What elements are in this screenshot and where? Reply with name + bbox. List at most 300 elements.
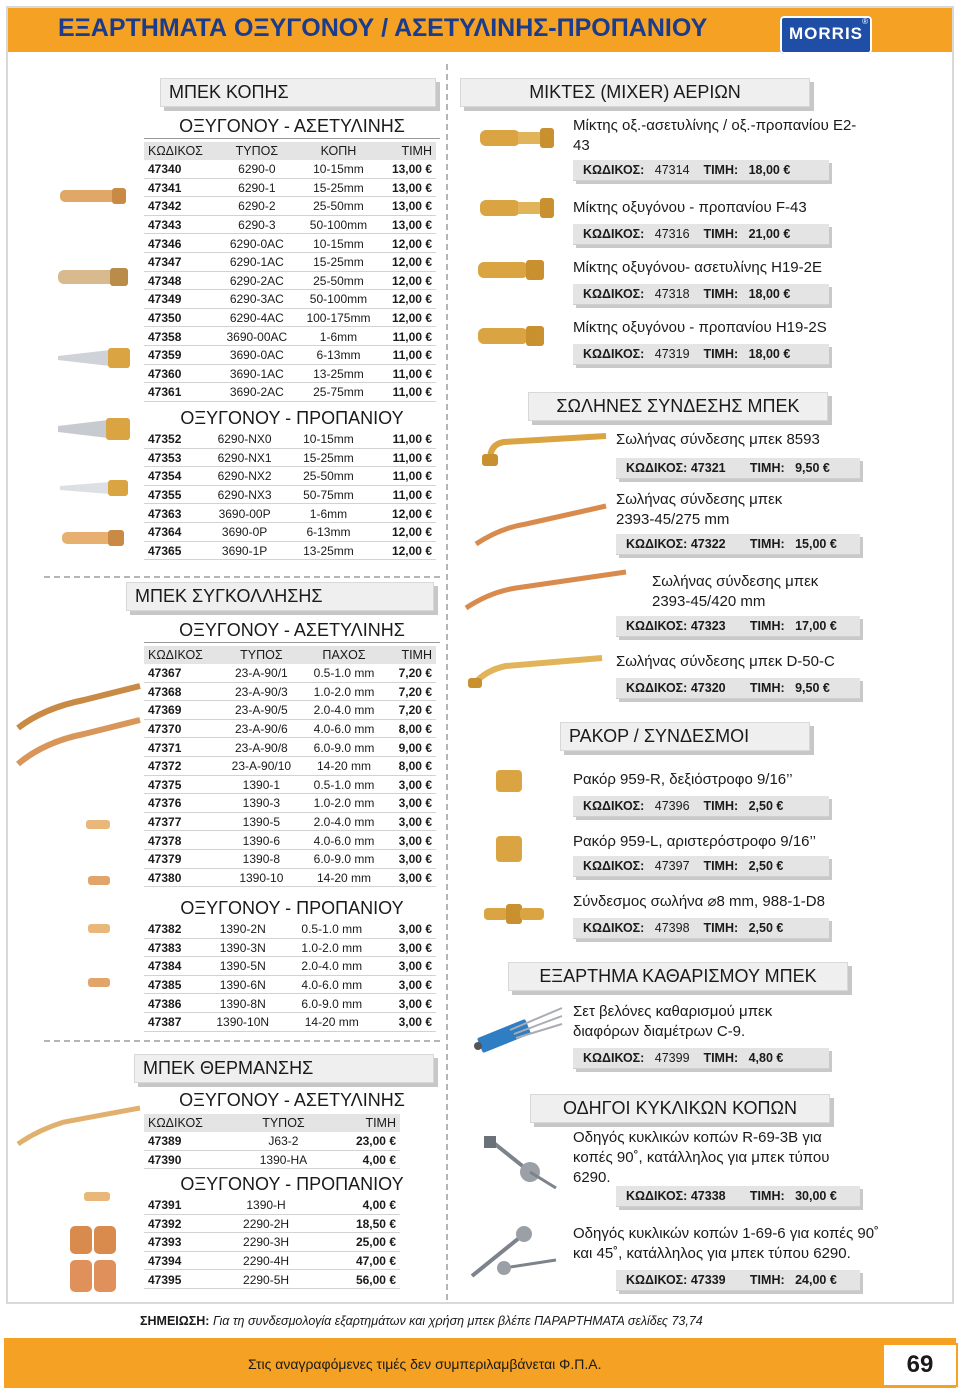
table-row [144, 776, 436, 795]
mixer-4-name: Μίκτης οξυγόνου - προπανίου H19-2S [573, 319, 827, 336]
cell-spec: 50-100mm [309, 218, 368, 233]
cell-code: 47377 [148, 815, 182, 830]
mixer-3-price: 18,00 € [748, 287, 791, 301]
guide-2-price: 24,00 € [795, 1273, 837, 1287]
cell-type: 6290-1AC [229, 255, 284, 270]
cell-price: 12,00 € [391, 543, 432, 558]
table-row [144, 1151, 400, 1170]
cell-spec: 0.5-1.0 mm [313, 666, 375, 681]
cell-code: 47342 [148, 199, 182, 214]
cell-code: 47376 [148, 796, 182, 811]
cell-code: 47371 [148, 740, 182, 755]
heating-propane-table [144, 1196, 400, 1289]
cell-price: 8,00 € [398, 722, 432, 737]
cell-price: 25,00 € [355, 1235, 396, 1250]
table-row [144, 869, 436, 888]
vat-notice: Στις αναγραφόμενες τιμές δεν συμπεριλαμβάνεται Φ.Π.Α. [248, 1356, 602, 1372]
cell-price: 12,00 € [391, 506, 432, 521]
tube-3-name: Σωλήνας σύνδεσης μπεκ 2393-45/420 mm [652, 573, 819, 610]
table-row [144, 272, 436, 291]
table-row [144, 234, 436, 253]
table-row [144, 197, 436, 216]
cell-price: 13,00 € [391, 199, 432, 214]
tubes-section-title: ΣΩΛΗΝΕΣ ΣΥΝΔΕΣΗΣ ΜΠΕΚ [528, 392, 828, 421]
mixer-2-code-box: ΚΩΔΙΚΟΣ: 47316 ΤΙΜΗ: 21,00 € [573, 224, 829, 245]
cell-type: 6290-1 [238, 180, 276, 195]
mixer-image-1 [470, 120, 560, 160]
cell-code: 47380 [148, 870, 182, 885]
cell-type: J63-2 [268, 1134, 299, 1149]
cleaning-1-code: 47399 [654, 1051, 690, 1065]
cell-spec: 6.0-9.0 mm [301, 996, 363, 1011]
guide-2-name: Οδηγός κυκλικών κοπών 1-69-6 για κοπές 90˚ και 45˚, κατάλληλος για μπεκ τύπου 6290. [573, 1225, 880, 1262]
table-row [144, 449, 436, 468]
cell-type: 6290-NX3 [217, 488, 272, 503]
cell-code: 47392 [148, 1216, 182, 1231]
table-row [144, 976, 436, 995]
cutting-oxy-acet-title: ΟΞΥΓΟΝΟΥ - ΑΣΕΤΥΛΙΝΗΣ [179, 116, 405, 136]
table-row [144, 720, 436, 739]
welding-propane-table [144, 920, 436, 1032]
cell-code: 47387 [148, 1015, 182, 1030]
table-row [144, 160, 436, 179]
welding-nozzle-3 [88, 924, 110, 933]
fittings-section-title: ΡΑΚΟΡ / ΣΥΝΔΕΣΜΟΙ [560, 722, 810, 751]
cell-spec: 1.0-2.0 mm [313, 796, 375, 811]
cell-code: 47348 [148, 273, 182, 288]
table-row [144, 290, 436, 309]
cell-spec: 15-25mm [313, 180, 364, 195]
cell-code: 47368 [148, 684, 182, 699]
cell-price: 8,00 € [398, 759, 432, 774]
cell-price: 3,00 € [398, 852, 432, 867]
cell-spec: 1-6mm [319, 329, 358, 344]
tube-3-code: 47323 [690, 619, 726, 633]
cell-code: 47349 [148, 292, 182, 307]
cell-code: 47378 [148, 833, 182, 848]
cell-code: 47360 [148, 366, 182, 381]
table-row [144, 1270, 400, 1289]
cell-type: 1390-2N [219, 922, 266, 937]
cell-spec: 10-15mm [313, 236, 364, 251]
cell-code: 47365 [148, 543, 182, 558]
column-divider [446, 64, 448, 1300]
cell-type: 1390-10N [216, 1015, 270, 1030]
mixer-3-name: Μίκτης οξυγόνου- ασετυλίνης H19-2E [573, 259, 822, 276]
table-row [144, 523, 436, 542]
logo-text: MORRIS [789, 24, 863, 43]
heating-oxy-prop-title: ΟΞΥΓΟΝΟΥ - ΠΡΟΠΑΝΙΟΥ [180, 1174, 404, 1194]
cell-price: 12,00 € [391, 236, 432, 251]
cell-price: 11,00 € [392, 348, 432, 363]
cell-code: 47382 [148, 922, 182, 937]
mixer-3-code-box: ΚΩΔΙΚΟΣ: 47318 ΤΙΜΗ: 18,00 € [573, 284, 829, 305]
cleaning-1-price: 4,80 € [748, 1051, 784, 1065]
table-row [144, 309, 436, 328]
cleaning-section-title: ΕΞΑΡΤΗΜΑ ΚΑΘΑΡΙΣΜΟΥ ΜΠΕΚ [508, 962, 848, 991]
welding-section-title: ΜΠΕΚ ΣΥΓΚΟΛΛΗΣΗΣ [126, 582, 434, 611]
guide-1-price: 30,00 € [795, 1189, 837, 1203]
cell-price: 12,00 € [391, 273, 432, 288]
cutting-tip-4 [58, 418, 130, 440]
cell-spec: 4.0-6.0 mm [313, 833, 375, 848]
cell-spec: 2.0-4.0 mm [301, 959, 363, 974]
cell-code: 47343 [148, 218, 182, 233]
cell-price: 11,00 € [392, 450, 432, 465]
cell-spec: 6.0-9.0 mm [313, 740, 375, 755]
tube-2-name: Σωλήνας σύνδεσης μπεκ 2393-45/275 mm [616, 491, 783, 528]
cell-code: 47384 [148, 959, 182, 974]
cutting-section-title: ΜΠΕΚ ΚΟΠΗΣ [160, 78, 436, 107]
col-thickness: ΠΑΧΟΣ [302, 646, 385, 664]
tube-2-code: 47322 [690, 537, 726, 551]
cell-type: 3690-1P [221, 543, 268, 558]
mixer-image-3 [470, 250, 560, 290]
cell-type: 3690-1AC [229, 366, 284, 381]
cell-type: 6290-NX0 [217, 432, 272, 447]
cell-price: 3,00 € [398, 978, 432, 993]
table-row [144, 486, 436, 505]
cell-code: 47352 [148, 432, 182, 447]
cell-type: 3690-0P [221, 525, 268, 540]
table-row [144, 430, 436, 449]
cell-type: 6290-4AC [229, 311, 284, 326]
mixer-1-code: 47314 [654, 163, 690, 177]
cell-type: 6290-0AC [229, 236, 284, 251]
cell-spec: 15-25mm [303, 450, 354, 465]
cell-type: 1390-8 [242, 852, 281, 867]
cell-code: 47358 [148, 329, 182, 344]
cell-type: 6290-3AC [229, 292, 284, 307]
mixers-section-title: ΜΙΚΤΕΣ (MIXER) ΑΕΡΙΩΝ [460, 78, 810, 107]
heating-table [144, 1114, 400, 1169]
table-row [144, 467, 436, 486]
cell-type: 1390-HA [259, 1152, 308, 1167]
cell-price: 13,00 € [391, 218, 432, 233]
table-row [144, 1132, 400, 1151]
table-row [144, 957, 436, 976]
cell-type: 2290-2H [243, 1216, 290, 1231]
cell-code: 47354 [148, 469, 182, 484]
table-row [144, 1196, 400, 1215]
cell-code: 47370 [148, 722, 182, 737]
table-row [144, 1013, 436, 1032]
cell-spec: 4.0-6.0 mm [301, 978, 363, 993]
cell-price: 11,00 € [392, 329, 432, 344]
cell-type: 23-A-90/10 [231, 759, 292, 774]
fitting-2-code: 47397 [654, 859, 690, 873]
cell-code: 47361 [148, 385, 182, 400]
mixer-2-name: Μίκτης οξυγόνου - προπανίου F-43 [573, 199, 807, 216]
cell-type: 23-A-90/1 [235, 666, 288, 681]
table-row [144, 831, 436, 850]
cell-spec: 13-25mm [313, 366, 364, 381]
guide-2-code-box: ΚΩΔΙΚΟΣ: 47339 ΤΙΜΗ: 24,00 € [616, 1270, 860, 1291]
cell-type: 1390-8N [219, 996, 266, 1011]
cell-spec: 0.5-1.0 mm [301, 922, 363, 937]
cell-price: 11,00 € [392, 469, 432, 484]
cutting-tip-2 [58, 268, 128, 286]
table-row [144, 383, 436, 402]
cell-type: 6290-2 [238, 199, 276, 214]
table-row [144, 701, 436, 720]
cell-spec: 2.0-4.0 mm [313, 703, 375, 718]
cell-price: 9,00 € [398, 740, 432, 755]
cell-spec: 1.0-2.0 mm [313, 684, 375, 699]
cell-price: 3,00 € [398, 959, 432, 974]
cutting-table-header [144, 142, 436, 160]
cell-type: 1390-3N [219, 940, 266, 955]
cell-price: 13,00 € [391, 162, 432, 177]
guide-2-code: 47339 [690, 1273, 726, 1287]
col-price: ΤΙΜΗ [386, 646, 436, 664]
cell-price: 4,00 € [362, 1152, 396, 1167]
welding-oxy-prop-title: ΟΞΥΓΟΝΟΥ - ΠΡΟΠΑΝΙΟΥ [180, 898, 404, 918]
cell-price: 13,00 € [391, 180, 432, 195]
cell-price: 11,00 € [392, 432, 432, 447]
cell-type: 3690-00AC [226, 329, 288, 344]
welding-tube-2 [18, 720, 140, 764]
mixer-image-2 [470, 188, 560, 228]
page-title: ΕΞΑΡΤΗΜΑΤΑ ΟΞΥΓΟΝΟΥ / ΑΣΕΤΥΛΙΝΗΣ-ΠΡΟΠΑΝΙΟΥ [58, 14, 708, 42]
cell-type: 1390-5N [219, 959, 266, 974]
cell-spec: 6.0-9.0 mm [313, 852, 375, 867]
cutting-table [144, 142, 436, 402]
fitting-1-price: 2,50 € [748, 799, 784, 813]
table-row [144, 365, 436, 384]
cell-type: 23-A-90/3 [235, 684, 288, 699]
cell-price: 3,00 € [398, 940, 432, 955]
cell-spec: 6-13mm [316, 348, 361, 363]
cell-type: 23-A-90/6 [235, 722, 288, 737]
mixer-1-code-box: ΚΩΔΙΚΟΣ: 47314 ΤΙΜΗ: 18,00 € [573, 160, 829, 181]
fitting-1-code: 47396 [654, 799, 690, 813]
fitting-3-name: Σύνδεσμος σωλήνα ⌀8 mm, 988-1-D8 [573, 893, 825, 910]
cell-spec: 25-50mm [303, 469, 354, 484]
cell-type: 2290-5H [243, 1272, 290, 1287]
fitting-1-code-box: ΚΩΔΙΚΟΣ: 47396 ΤΙΜΗ: 2,50 € [573, 796, 829, 817]
cell-spec: 1-6mm [309, 506, 348, 521]
tube-1-code-box: ΚΩΔΙΚΟΣ: 47321 ΤΙΜΗ: 9,50 € [616, 458, 860, 479]
tube-4-name: Σωλήνας σύνδεσης μπεκ D-50-C [616, 653, 835, 670]
cell-price: 47,00 € [355, 1254, 396, 1269]
cutting-tip-3 [58, 348, 130, 368]
page-footer [4, 1338, 956, 1388]
cell-spec: 100-175mm [306, 311, 371, 326]
table-row [144, 1252, 400, 1271]
cell-code: 47350 [148, 311, 182, 326]
cell-spec: 13-25mm [303, 543, 354, 558]
heating-nozzle-2 [70, 1226, 116, 1254]
divider [44, 1040, 440, 1042]
heating-nozzle-3 [70, 1260, 116, 1292]
cell-price: 11,00 € [392, 385, 432, 400]
welding-oxy-acet-title: ΟΞΥΓΟΝΟΥ - ΑΣΕΤΥΛΙΝΗΣ [179, 620, 405, 640]
cell-code: 47341 [148, 180, 182, 195]
cell-code: 47340 [148, 162, 182, 177]
col-type: ΤΥΠΟΣ [220, 646, 302, 664]
table-row [144, 1233, 400, 1252]
cell-price: 3,00 € [398, 796, 432, 811]
cell-price: 12,00 € [391, 311, 432, 326]
cell-code: 47375 [148, 777, 182, 792]
tube-4-code: 47320 [690, 681, 726, 695]
cell-price: 23,00 € [355, 1134, 396, 1149]
cell-type: 2290-4H [243, 1254, 290, 1269]
fitting-image-2 [490, 830, 530, 870]
cell-code: 47394 [148, 1254, 182, 1269]
cell-price: 3,00 € [398, 996, 432, 1011]
cell-price: 3,00 € [398, 870, 432, 885]
col-type: ΤΥΠΟΣ [217, 142, 297, 160]
guide-image-1 [470, 1132, 566, 1196]
divider [44, 576, 440, 578]
cell-price: 56,00 € [355, 1272, 396, 1287]
cutting-propane-table [144, 430, 436, 560]
cell-price: 3,00 € [398, 1015, 432, 1030]
cell-type: 2290-3H [243, 1235, 290, 1250]
table-row [144, 757, 436, 776]
cell-spec: 10-15mm [303, 432, 354, 447]
fitting-3-code: 47398 [654, 921, 690, 935]
welding-tips-image [14, 680, 144, 1020]
table-row [144, 327, 436, 346]
morris-logo [780, 16, 872, 54]
cell-type: 6290-NX2 [217, 469, 272, 484]
cell-spec: 1.0-2.0 mm [301, 940, 363, 955]
heating-tips-image [14, 1100, 144, 1300]
welding-nozzle-2 [88, 876, 110, 885]
col-cut: ΚΟΠΗ [297, 142, 381, 160]
mixer-2-price: 21,00 € [748, 227, 791, 241]
cell-price: 3,00 € [398, 777, 432, 792]
cutting-tip-6 [62, 530, 124, 546]
cell-spec: 6-13mm [306, 525, 351, 540]
mixer-4-code: 47319 [654, 347, 690, 361]
table-row [144, 179, 436, 198]
cell-spec: 14-20 mm [304, 1015, 359, 1030]
cell-spec: 14-20 mm [316, 759, 372, 774]
table-row [144, 683, 436, 702]
cell-price: 12,00 € [391, 255, 432, 270]
cell-code: 47369 [148, 703, 182, 718]
table-row [144, 1215, 400, 1234]
guide-1-code-box: ΚΩΔΙΚΟΣ: 47338 ΤΙΜΗ: 30,00 € [616, 1186, 860, 1207]
guide-1-code: 47338 [690, 1189, 726, 1203]
cell-spec: 50-100mm [309, 292, 368, 307]
welding-table [144, 646, 436, 887]
table-row [144, 346, 436, 365]
welding-nozzle-1 [86, 820, 110, 829]
cell-type: 1390-6N [219, 978, 266, 993]
cell-price: 11,00 € [392, 488, 432, 503]
mixer-image-4 [470, 306, 560, 366]
col-code: ΚΩΔΙΚΟΣ [144, 142, 217, 160]
cell-price: 3,00 € [398, 833, 432, 848]
cell-spec: 0.5-1.0 mm [313, 777, 375, 792]
tube-2-price: 15,00 € [795, 537, 837, 551]
cell-code: 47390 [148, 1152, 182, 1167]
cell-code: 47386 [148, 996, 182, 1011]
cell-type: 1390-5 [242, 815, 281, 830]
cell-spec: 50-75mm [303, 488, 354, 503]
cell-price: 3,00 € [398, 922, 432, 937]
guides-section-title: ΟΔΗΓΟΙ ΚΥΚΛΙΚΩΝ ΚΟΠΩΝ [530, 1094, 830, 1123]
col-code: ΚΩΔΙΚΟΣ [144, 646, 220, 664]
cell-price: 3,00 € [398, 815, 432, 830]
cell-price: 12,00 € [391, 525, 432, 540]
cell-type: 23-A-90/8 [235, 740, 288, 755]
cell-spec: 25-50mm [313, 199, 364, 214]
page-note: ΣΗΜΕΙΩΣΗ: Για τη συνδεσμολογία εξαρτημάτων και χρήση μπεκ βλέπε ΠΑΡΑΡΤΗΜΑΤΑ σελίδες 73,74 [140, 1314, 703, 1328]
page-number: 69 [882, 1343, 958, 1387]
guide-image-2 [464, 1220, 564, 1290]
page-header [8, 8, 952, 52]
cell-type: 6290-0 [238, 162, 276, 177]
mixer-3-code: 47318 [654, 287, 690, 301]
cell-price: 7,20 € [398, 684, 432, 699]
cell-code: 47355 [148, 488, 182, 503]
cell-type: 6290-2AC [229, 273, 284, 288]
table-row [144, 216, 436, 235]
welding-table-header [144, 646, 436, 664]
cutting-tips-image [50, 170, 140, 570]
heating-tube [18, 1108, 140, 1144]
cell-type: 3690-00P [218, 506, 271, 521]
cutting-tip-1 [60, 188, 126, 204]
cell-code: 47391 [148, 1198, 182, 1213]
cell-code: 47389 [148, 1134, 182, 1149]
table-row [144, 813, 436, 832]
cell-spec: 4.0-6.0 mm [313, 722, 375, 737]
cell-code: 47346 [148, 236, 182, 251]
cell-type: 6290-3 [238, 218, 276, 233]
cell-spec: 14-20 mm [316, 870, 372, 885]
cell-type: 1390-H [246, 1198, 286, 1213]
cell-spec: 25-75mm [313, 385, 364, 400]
welding-nozzle-4 [88, 978, 110, 987]
col-price: ΤΙΜΗ [326, 1114, 400, 1132]
tube-1-price: 9,50 € [795, 461, 830, 475]
heating-table-header [144, 1114, 400, 1132]
table-row [144, 542, 436, 561]
fitting-image-1 [490, 766, 530, 796]
guide-1-name: Οδηγός κυκλικών κοπών R-69-3B για κοπές 90˚, κατάλληλος για μπεκ τύπου 6290. [573, 1129, 830, 1186]
cell-code: 47347 [148, 255, 182, 270]
cell-price: 18,50 € [355, 1216, 396, 1231]
mixer-4-code-box: ΚΩΔΙΚΟΣ: 47319 ΤΙΜΗ: 18,00 € [573, 344, 829, 365]
cutting-tip-5 [60, 480, 128, 496]
cell-price: 11,00 € [392, 366, 432, 381]
cell-type: 3690-0AC [229, 348, 284, 363]
cell-type: 1390-6 [242, 833, 281, 848]
fitting-image-3 [476, 898, 556, 928]
cell-type: 1390-10 [239, 870, 284, 885]
cell-spec: 15-25mm [313, 255, 364, 270]
fitting-3-price: 2,50 € [748, 921, 784, 935]
cell-spec: 2.0-4.0 mm [313, 815, 375, 830]
table-row [144, 253, 436, 272]
mixer-4-price: 18,00 € [748, 347, 791, 361]
cell-code: 47363 [148, 506, 182, 521]
cell-type: 1390-1 [242, 777, 281, 792]
table-row [144, 664, 436, 683]
tube-4-price: 9,50 € [795, 681, 830, 695]
cell-code: 47393 [148, 1235, 182, 1250]
cleaning-1-code-box: ΚΩΔΙΚΟΣ: 47399 ΤΙΜΗ: 4,80 € [573, 1048, 829, 1069]
table-row [144, 794, 436, 813]
table-row [144, 920, 436, 939]
